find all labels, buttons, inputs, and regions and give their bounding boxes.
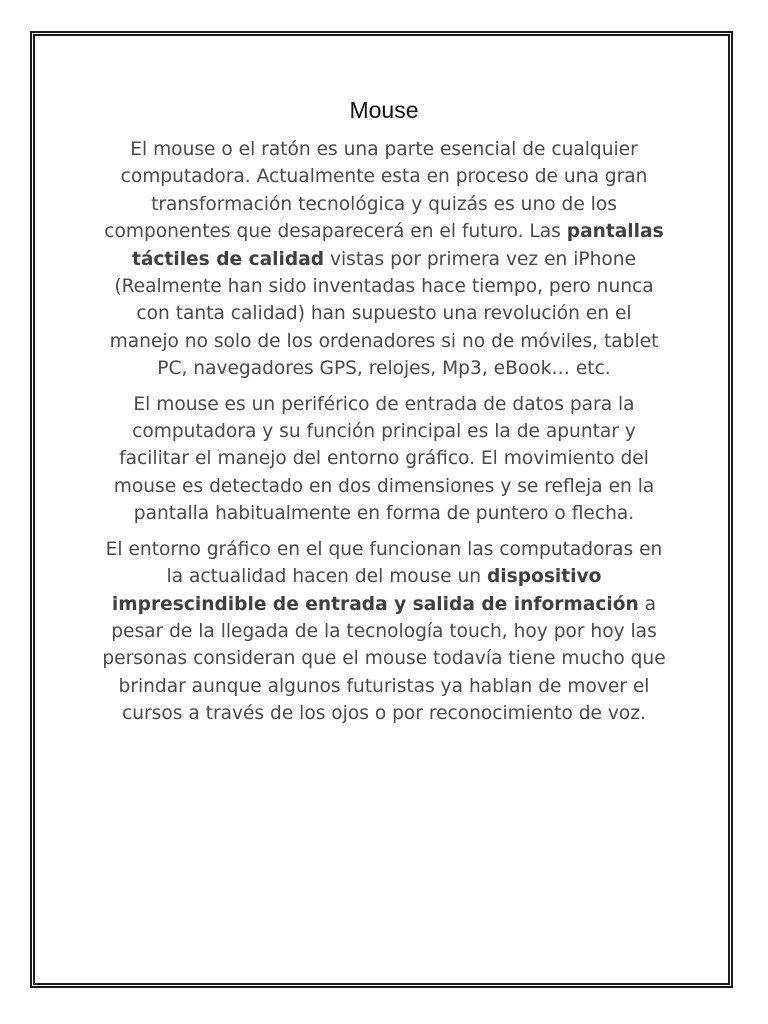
paragraph-3-text-start: El entorno gráfico en el que funcionan las computadoras en la actualidad hacen del mouse un xyxy=(105,538,663,588)
paragraph-1-bold-phrase: pantallas táctiles de calidad xyxy=(131,221,664,270)
paragraph-1-text-end: vistas por primera vez en iPhone (Realmente han sido inventadas hace tiempo, pero nunca con tanta calidad) han supuesto una revolución en el manejo no solo de los ordenadores si no de móviles, tablet PC, navegadores GPS, relojes, Mp3, eBook… etc. xyxy=(109,248,659,380)
document-title: Mouse xyxy=(349,97,419,123)
document-body xyxy=(100,96,668,736)
paragraph-2: El mouse es un periférico de entrada de datos para la computadora y su función principal es la de apuntar y facilitar el manejo del entorno gráfico. El movimiento del mouse es detectado en dos dimensiones y se refleja en la pantalla habitualmente en forma de puntero o flecha. xyxy=(113,393,655,525)
paragraph-3 xyxy=(100,536,668,728)
paragraph-1-text-start: El mouse o el ratón es una parte esencial de cualquier computadora. Actualmente esta en proceso de una gran transformación tecnológica y quizás es uno de los componentes que desaparecerá en el futuro. Las xyxy=(104,139,648,243)
paragraph-3-bold-phrase: dispositivo imprescindible de entrada y salida de información xyxy=(111,566,639,615)
paragraph-1 xyxy=(100,136,668,383)
paragraph-3-text-end: a pesar de la llegada de la tecnología touch, hoy por hoy las personas consideran que el mouse todavía tiene mucho que brindar aunque algunos futuristas ya hablan de mover el cursos a través de los ojos o por reconocimiento de voz. xyxy=(102,593,666,725)
